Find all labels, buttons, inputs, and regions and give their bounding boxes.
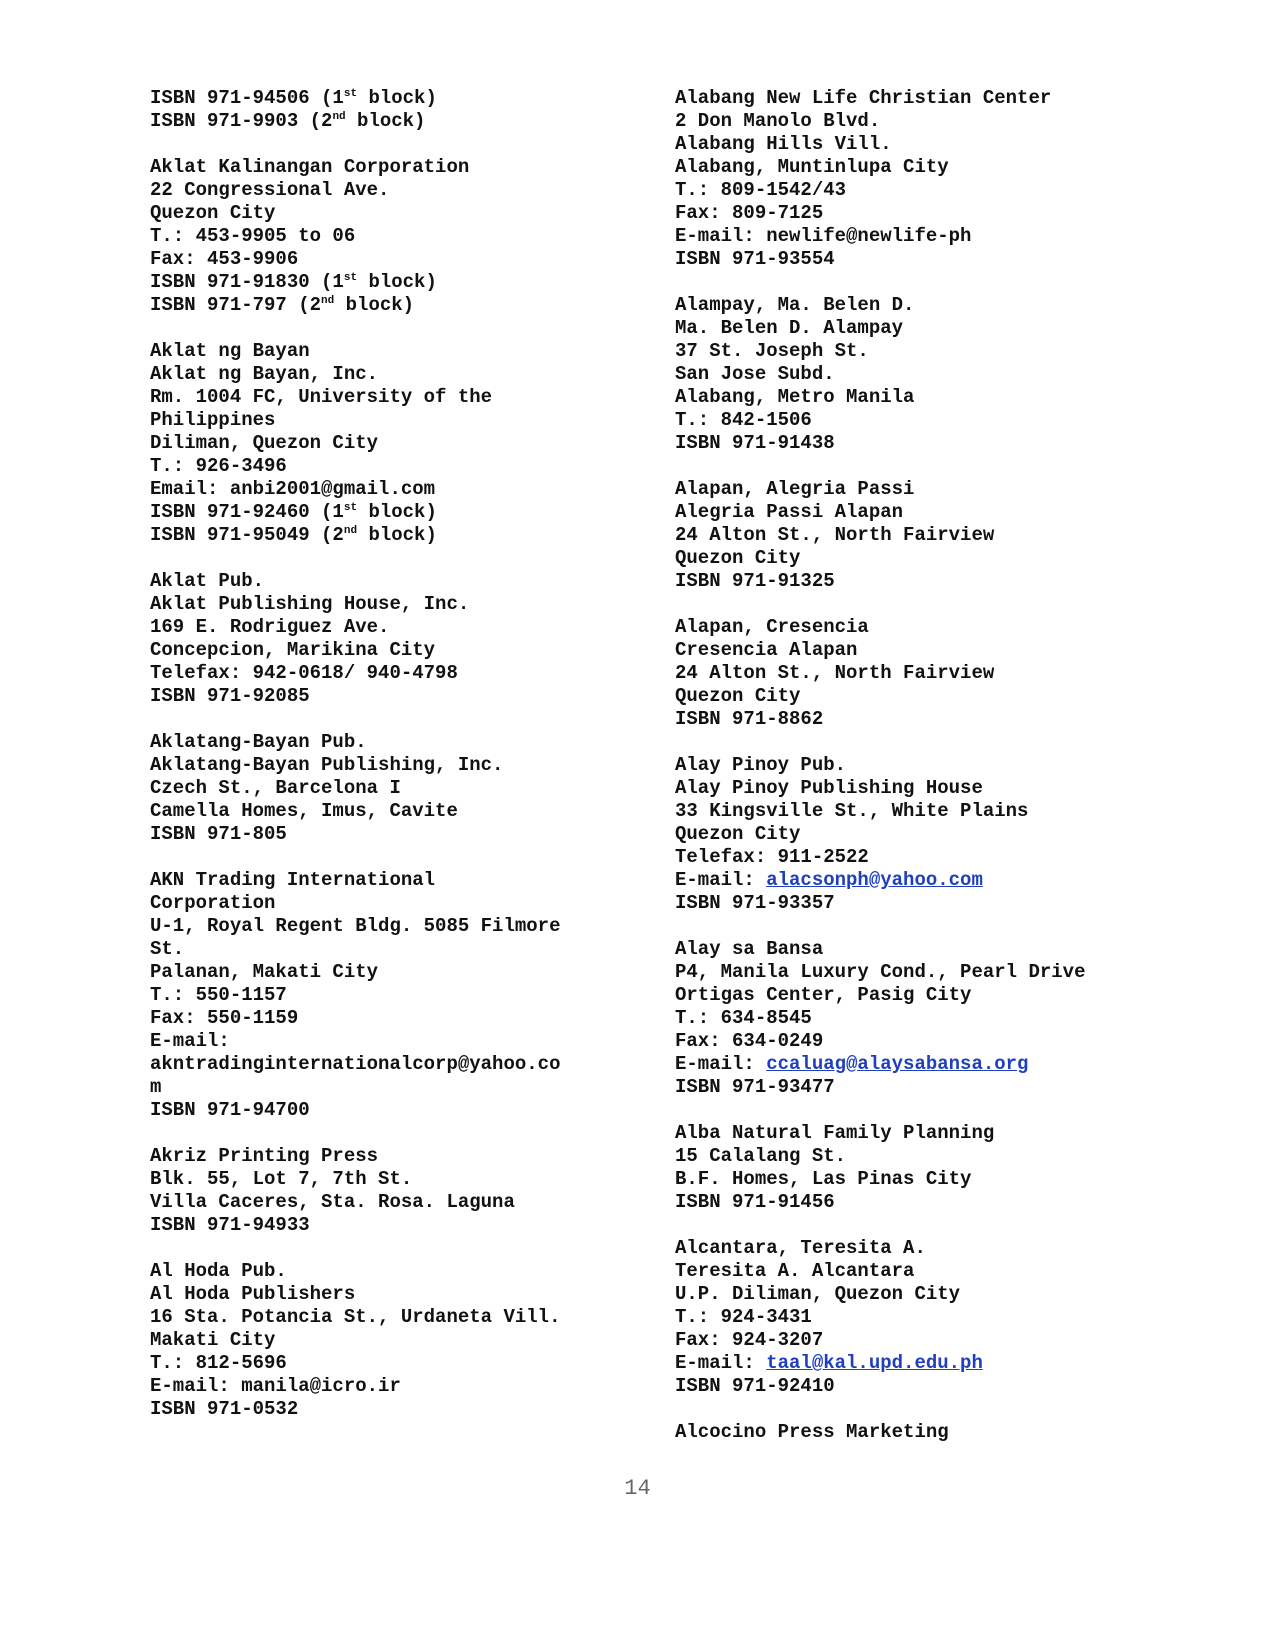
line-text: 16 Sta. Potancia St., Urdaneta Vill. (150, 1306, 561, 1328)
entry-line (675, 317, 1145, 340)
line-text: akntradinginternationalcorp@yahoo.co (150, 1053, 561, 1075)
entry-line (675, 1007, 1145, 1030)
line-text: ISBN 971-0532 (150, 1398, 299, 1420)
entry-line (150, 616, 620, 639)
entry-line (150, 455, 620, 478)
entry-line (150, 1329, 620, 1352)
directory-entry (150, 1260, 620, 1421)
entry-line (675, 777, 1145, 800)
line-text: Aklat Pub. (150, 570, 265, 592)
entry-line (675, 961, 1145, 984)
line-text: Alabang Hills Vill. (675, 133, 892, 155)
entry-line (150, 1030, 620, 1053)
ordinal-superscript: st (343, 272, 358, 284)
entry-line (675, 685, 1145, 708)
line-text: Akriz Printing Press (150, 1145, 379, 1167)
line-text: San Jose Subd. (675, 363, 835, 385)
line-text: Quezon City (150, 202, 276, 224)
entry-line (150, 478, 620, 501)
directory-entry (150, 156, 620, 317)
line-text: E-mail: (675, 1053, 767, 1075)
line-text: ISBN 971-93357 (675, 892, 835, 914)
entry-line (150, 639, 620, 662)
entry-line (150, 156, 620, 179)
entry-line (150, 823, 620, 846)
entry-line (675, 1375, 1145, 1398)
line-text: ISBN 971-92460 (1 (150, 501, 344, 523)
entry-line (150, 271, 620, 294)
line-text: Ma. Belen D. Alampay (675, 317, 904, 339)
entry-line (150, 386, 620, 409)
entry-line (675, 708, 1145, 731)
line-text: ISBN 971-91325 (675, 570, 835, 592)
entry-line (150, 1076, 620, 1099)
entry-line (150, 87, 620, 110)
line-text: Makati City (150, 1329, 276, 1351)
entry-line (675, 340, 1145, 363)
ordinal-superscript: st (343, 502, 358, 514)
line-text: T.: 809-1542/43 (675, 179, 847, 201)
line-text: ISBN 971-91830 (1 (150, 271, 344, 293)
entry-line (675, 662, 1145, 685)
line-text: ISBN 971-93554 (675, 248, 835, 270)
directory-entry (675, 754, 1145, 915)
entry-line (675, 179, 1145, 202)
line-text: 169 E. Rodriguez Ave. (150, 616, 390, 638)
line-text: 37 St. Joseph St. (675, 340, 869, 362)
line-text: Alapan, Cresencia (675, 616, 869, 638)
line-text: 24 Alton St., North Fairview (675, 662, 995, 684)
line-text: E-mail: (675, 1352, 767, 1374)
entry-line (675, 754, 1145, 777)
entry-line (675, 800, 1145, 823)
line-text: T.: 453-9905 to 06 (150, 225, 356, 247)
line-text: Alay Pinoy Publishing House (675, 777, 983, 799)
entry-line (150, 961, 620, 984)
entry-line (675, 1076, 1145, 1099)
entry-line (675, 1145, 1145, 1168)
entry-line (675, 202, 1145, 225)
entry-line (150, 432, 620, 455)
line-text: ISBN 971-9903 (2 (150, 110, 333, 132)
entry-line (675, 248, 1145, 271)
entry-line (150, 179, 620, 202)
line-text: T.: 842-1506 (675, 409, 812, 431)
line-text: Telefax: 942-0618/ 940-4798 (150, 662, 458, 684)
line-text: T.: 924-3431 (675, 1306, 812, 1328)
line-text: Aklat Publishing House, Inc. (150, 593, 470, 615)
directory-entry (150, 87, 620, 133)
line-text: Cresencia Alapan (675, 639, 858, 661)
directory-entry (675, 616, 1145, 731)
line-text: Quezon City (675, 823, 801, 845)
line-text: Fax: 453-9906 (150, 248, 299, 270)
entry-line (150, 1260, 620, 1283)
line-text: ISBN 971-94700 (150, 1099, 310, 1121)
entry-line (150, 524, 620, 547)
entry-line (150, 1168, 620, 1191)
entry-line (150, 1375, 620, 1398)
email-link[interactable]: ccaluag@alaysabansa.org (766, 1053, 1029, 1075)
line-text: ISBN 971-94506 (1 (150, 87, 344, 109)
directory-entry (675, 1421, 1145, 1444)
entry-line (675, 156, 1145, 179)
entry-line (675, 409, 1145, 432)
right-column (675, 87, 1145, 1467)
entry-line (150, 363, 620, 386)
line-text: ISBN 971-8862 (675, 708, 824, 730)
line-text: Alampay, Ma. Belen D. (675, 294, 915, 316)
line-text: Villa Caceres, Sta. Rosa. Laguna (150, 1191, 515, 1213)
line-text: Email: anbi2001@gmail.com (150, 478, 436, 500)
entry-line (150, 409, 620, 432)
directory-entry (675, 478, 1145, 593)
entry-line (150, 754, 620, 777)
email-link[interactable]: taal@kal.upd.edu.ph (766, 1352, 983, 1374)
entry-line (150, 202, 620, 225)
line-text: Alay sa Bansa (675, 938, 824, 960)
line-text: Czech St., Barcelona I (150, 777, 401, 799)
line-text: Teresita A. Alcantara (675, 1260, 915, 1282)
entry-line (675, 1260, 1145, 1283)
ordinal-superscript: st (343, 88, 358, 100)
line-text: Alay Pinoy Pub. (675, 754, 847, 776)
entry-line (150, 800, 620, 823)
entry-line (675, 892, 1145, 915)
line-text-suffix: block) (357, 501, 437, 523)
line-text: Telefax: 911-2522 (675, 846, 869, 868)
line-text: Diliman, Quezon City (150, 432, 379, 454)
entry-line (675, 1329, 1145, 1352)
entry-line (150, 1352, 620, 1375)
line-text: T.: 812-5696 (150, 1352, 287, 1374)
line-text: E-mail: manila@icro.ir (150, 1375, 401, 1397)
line-text: E-mail: (675, 869, 767, 891)
entry-line (675, 386, 1145, 409)
entry-line (675, 846, 1145, 869)
line-text: Quezon City (675, 547, 801, 569)
directory-entry (150, 570, 620, 708)
entry-line (150, 892, 620, 915)
entry-line (675, 1237, 1145, 1260)
entry-line (150, 248, 620, 271)
line-text: U.P. Diliman, Quezon City (675, 1283, 961, 1305)
directory-entry (675, 294, 1145, 455)
entry-line (150, 340, 620, 363)
line-text: Alba Natural Family Planning (675, 1122, 995, 1144)
entry-line (150, 662, 620, 685)
line-text: Al Hoda Publishers (150, 1283, 356, 1305)
line-text: 33 Kingsville St., White Plains (675, 800, 1029, 822)
entry-line (150, 1099, 620, 1122)
entry-line (150, 593, 620, 616)
line-text: St. (150, 938, 185, 960)
line-text: Blk. 55, Lot 7, 7th St. (150, 1168, 413, 1190)
line-text: AKN Trading International (150, 869, 436, 891)
line-text: ISBN 971-91456 (675, 1191, 835, 1213)
entry-line (675, 363, 1145, 386)
entry-line (675, 501, 1145, 524)
line-text: Alcocino Press Marketing (675, 1421, 949, 1443)
line-text: 2 Don Manolo Blvd. (675, 110, 881, 132)
directory-entry (150, 1145, 620, 1237)
entry-line (150, 915, 620, 938)
entry-line (150, 570, 620, 593)
entry-line (675, 1306, 1145, 1329)
line-text-suffix: block) (345, 110, 426, 132)
entry-line (675, 225, 1145, 248)
directory-entry (675, 1122, 1145, 1214)
entry-line (675, 1283, 1145, 1306)
line-text: Aklat ng Bayan (150, 340, 310, 362)
entry-line (675, 1421, 1145, 1444)
line-text: U-1, Royal Regent Bldg. 5085 Filmore (150, 915, 561, 937)
line-text: 15 Calalang St. (675, 1145, 847, 1167)
entry-line (150, 1214, 620, 1237)
entry-line (675, 823, 1145, 846)
line-text: P4, Manila Luxury Cond., Pearl Drive (675, 961, 1086, 983)
line-text: ISBN 971-92085 (150, 685, 310, 707)
line-text-suffix: block) (334, 294, 415, 316)
entry-line (675, 478, 1145, 501)
line-text: 22 Congressional Ave. (150, 179, 390, 201)
entry-line (150, 731, 620, 754)
line-text: Alcantara, Teresita A. (675, 1237, 926, 1259)
entry-line (150, 1306, 620, 1329)
entry-line (150, 1191, 620, 1214)
page-number: 14 (624, 1476, 651, 1501)
line-text-suffix: block) (357, 87, 437, 109)
entry-line (675, 432, 1145, 455)
line-text: Philippines (150, 409, 276, 431)
line-text: Rm. 1004 FC, University of the (150, 386, 493, 408)
line-text: Aklat ng Bayan, Inc. (150, 363, 379, 385)
entry-line (675, 984, 1145, 1007)
entry-line (150, 1145, 620, 1168)
entry-line (150, 501, 620, 524)
line-text: Fax: 550-1159 (150, 1007, 299, 1029)
line-text: Alapan, Alegria Passi (675, 478, 915, 500)
entry-line (150, 1007, 620, 1030)
entry-line (675, 570, 1145, 593)
line-text-suffix: block) (357, 524, 437, 546)
entry-line (150, 938, 620, 961)
line-text: Aklat Kalinangan Corporation (150, 156, 470, 178)
directory-entry (150, 731, 620, 846)
entry-line (675, 616, 1145, 639)
directory-entry (675, 1237, 1145, 1398)
ordinal-superscript: nd (332, 111, 346, 123)
line-text: ISBN 971-92410 (675, 1375, 835, 1397)
email-link[interactable]: alacsonph@yahoo.com (766, 869, 983, 891)
line-text: Alabang, Muntinlupa City (675, 156, 949, 178)
entry-line (675, 1352, 1145, 1375)
line-text: Palanan, Makati City (150, 961, 379, 983)
line-text: B.F. Homes, Las Pinas City (675, 1168, 972, 1190)
entry-line (150, 294, 620, 317)
line-text: Aklatang-Bayan Pub. (150, 731, 367, 753)
entry-line (675, 1168, 1145, 1191)
directory-entry (675, 87, 1145, 271)
line-text: Al Hoda Pub. (150, 1260, 287, 1282)
entry-line (675, 294, 1145, 317)
line-text: E-mail: (150, 1030, 230, 1052)
line-text: Corporation (150, 892, 276, 914)
entry-line (675, 133, 1145, 156)
line-text: m (150, 1076, 162, 1098)
line-text: ISBN 971-91438 (675, 432, 835, 454)
entry-line (675, 639, 1145, 662)
line-text: Fax: 924-3207 (675, 1329, 824, 1351)
line-text: E-mail: newlife@newlife-ph (675, 225, 972, 247)
ordinal-superscript: nd (321, 295, 335, 307)
entry-line (150, 1053, 620, 1076)
entry-line (675, 1053, 1145, 1076)
directory-entry (675, 938, 1145, 1099)
entry-line (150, 869, 620, 892)
line-text-suffix: block) (357, 271, 437, 293)
entry-line (150, 777, 620, 800)
line-text: Fax: 634-0249 (675, 1030, 824, 1052)
line-text: ISBN 971-797 (2 (150, 294, 322, 316)
entry-line (150, 685, 620, 708)
entry-line (150, 1398, 620, 1421)
entry-line (150, 984, 620, 1007)
entry-line (675, 87, 1145, 110)
line-text: Alegria Passi Alapan (675, 501, 904, 523)
line-text: ISBN 971-805 (150, 823, 287, 845)
entry-line (675, 110, 1145, 133)
directory-entry (150, 869, 620, 1122)
left-column (150, 87, 620, 1444)
entry-line (675, 938, 1145, 961)
line-text: Alabang New Life Christian Center (675, 87, 1052, 109)
line-text: Camella Homes, Imus, Cavite (150, 800, 458, 822)
entry-line (150, 225, 620, 248)
line-text: Ortigas Center, Pasig City (675, 984, 972, 1006)
line-text: 24 Alton St., North Fairview (675, 524, 995, 546)
line-text: T.: 634-8545 (675, 1007, 812, 1029)
line-text: ISBN 971-94933 (150, 1214, 310, 1236)
entry-line (675, 547, 1145, 570)
entry-line (150, 110, 620, 133)
entry-line (675, 1191, 1145, 1214)
line-text: Concepcion, Marikina City (150, 639, 436, 661)
line-text: T.: 550-1157 (150, 984, 287, 1006)
entry-line (675, 1122, 1145, 1145)
entry-line (675, 869, 1145, 892)
line-text: ISBN 971-95049 (2 (150, 524, 344, 546)
entry-line (150, 1283, 620, 1306)
line-text: Fax: 809-7125 (675, 202, 824, 224)
line-text: Aklatang-Bayan Publishing, Inc. (150, 754, 504, 776)
entry-line (675, 524, 1145, 547)
ordinal-superscript: nd (343, 525, 358, 537)
line-text: T.: 926-3496 (150, 455, 287, 477)
entry-line (675, 1030, 1145, 1053)
line-text: Quezon City (675, 685, 801, 707)
line-text: Alabang, Metro Manila (675, 386, 915, 408)
directory-entry (150, 340, 620, 547)
line-text: ISBN 971-93477 (675, 1076, 835, 1098)
